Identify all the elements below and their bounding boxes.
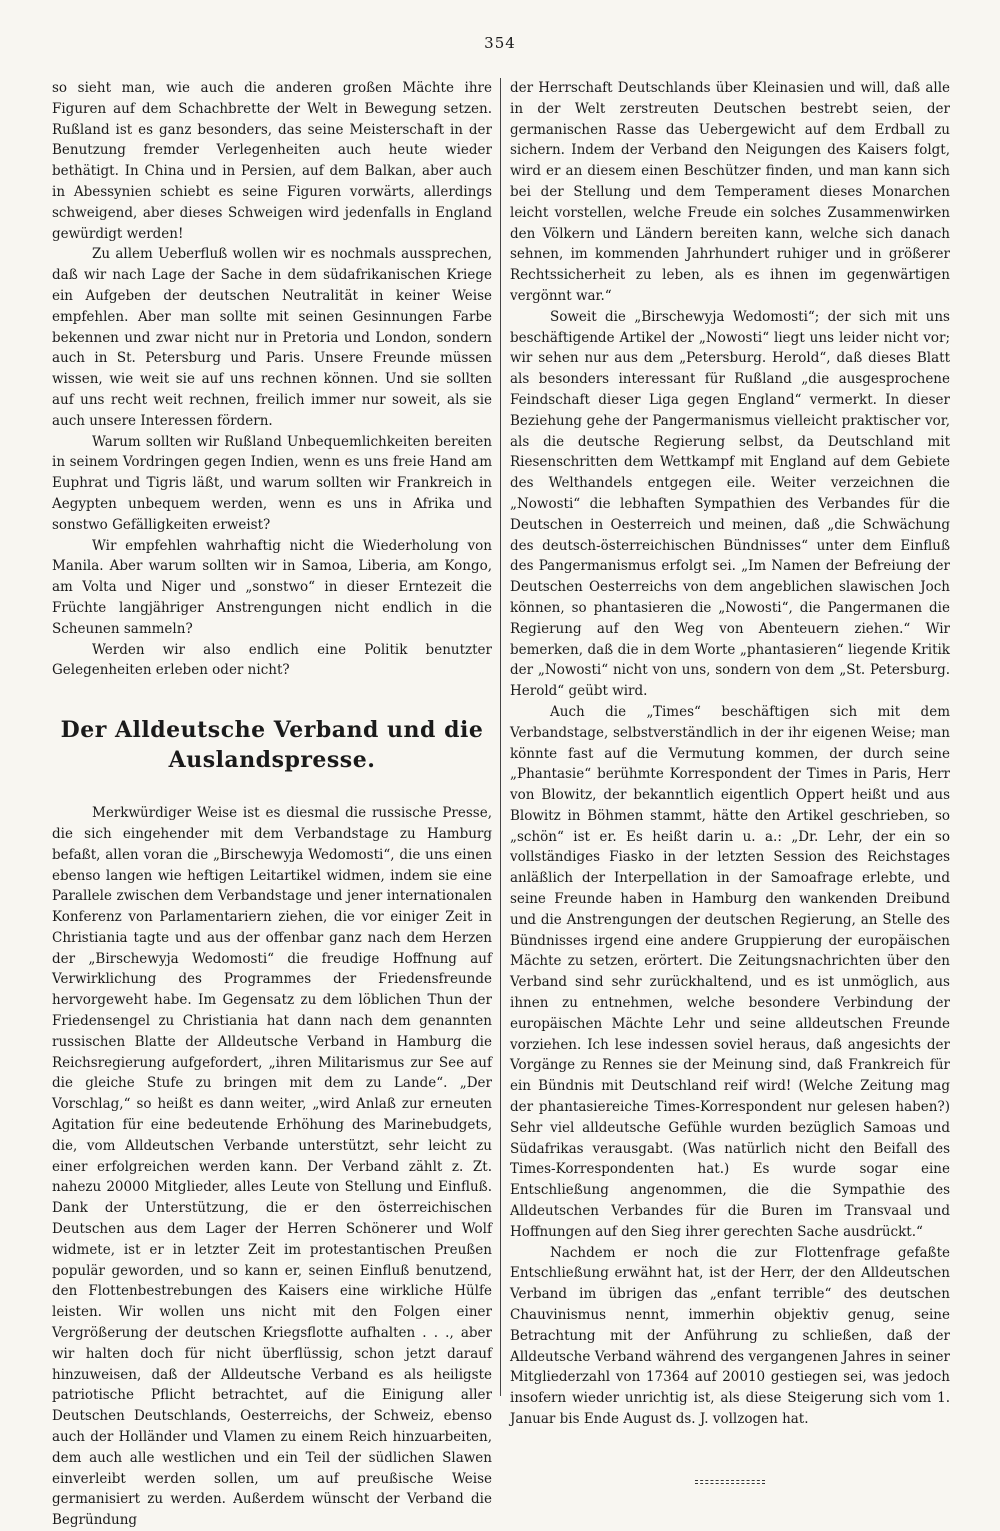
article-paragraph: Merkwürdiger Weise ist es diesmal die russische Presse, die sich eingehender mit dem Verbandstage zu Hamburg befaßt, allen voran die „Birschewyja Wedomosti“, die uns einen ebenso langen wie heftigen Leitartikel widmen, indem sie eine Parallele zwischen dem Verbandstage und jener internationalen Konferenz von Parlamentariern ziehen, die vor einiger Zeit in Christiania tagte und aus der offenbar ganz nach dem Herzen der „Birschewyja Wedomosti“ die freudige Hoffnung auf Verwirklichung des Programmes der Friedensfreunde hervorgeweht habe. Im Gegensatz zu dem löblichen Thun der Friedensengel zu Christiania hat dann nach dem genannten russischen Blatte der Alldeutsche Verband in Hamburg die Reichsregierung aufgefordert, „ihren Militarismus zur See auf die gleiche Stufe zu bringen mit dem zu Lande“. „Der Vorschlag,“ so heißt es dann weiter, „wird Anlaß zur erneuten Agitation für eine bedeutende Erhöhung des Marinebudgets, die, vom Alldeutschen Verbande unterstützt, sehr leicht zu einer erfolgreichen werden kann. Der Verband zählt z. Zt. nahezu 20000 Mitglieder, alles Leute von Stellung und Einfluß. Dank der Unterstützung, die er den österreichischen Deutschen aus dem Lager der Herren Schönerer und Wolf widmete, ist er in letzter Zeit im protestantischen Preußen populär geworden, und so kann er, seinen Einfluß benutzend, den Flottenbestrebungen des Kaisers eine wirkliche Hülfe leisten. Wir wollen uns nicht mit den Folgen einer Vergrößerung der deutschen Kriegsflotte aufhalten . . ., aber wir halten doch für nicht überflüssig, schon jetzt darauf hinzuweisen, daß der Alldeutsche Verband es als heiligste patriotische Pflicht betrachtet, auf die Einigung aller Deutschen Deutschlands, Oesterreichs, der Schweiz, ebenso auch der Holländer und Vlamen zu einem Reich hinzuarbeiten, dem auch alle westlichen und ein Teil der südlichen Slawen einverleibt werden sollen, um auf preußische Weise germanisiert zu werden. Außerdem wünscht der Verband die Begründung bbox=[52, 805, 492, 1529]
paragraph: Nachdem er noch die zur Flottenfrage gefaßte Entschließung erwähnt hat, ist der Herr, der den Alldeutschen Verband im übrigen das „enfant terrible“ des deutschen Chauvinismus nennt, immerhin objektiv genug, seine Betrachtung mit der Anführung zu schließen, daß der Alldeutsche Verband während des vergangenen Jahres in seiner Mitgliederzahl von 17364 auf 20010 gestiegen sei, was jedoch insofern wieder unrichtig ist, als diese Steigerung sich vom 1. Januar bis Ende August ds. J. vollzogen hat. bbox=[510, 1244, 950, 1427]
left-column bbox=[52, 78, 492, 1531]
right-column bbox=[510, 78, 950, 1484]
headline-line: Der Alldeutsche Verband und die bbox=[60, 717, 484, 744]
end-ornament bbox=[695, 1480, 765, 1484]
page-number: 354 bbox=[484, 34, 516, 52]
headline-line: Auslandspresse. bbox=[168, 747, 376, 774]
paragraph: der Herrschaft Deutschlands über Kleinasien und will, daß alle in der Welt zerstreuten Deutschen bestrebt seien, der germanischen Rasse das Uebergewicht auf dem Erdball zu sichern. Indem der Verband den Neigungen des Kaisers folgt, wird er an diesem einen Beschützer finden, und man kann sich bei der Stellung und dem Temperament dieses Monarchen leicht vorstellen, welche Freude ein solches Zusammenwirken den Völkern und Ländern bereiten kann, welche sich danach sehnen, im kommenden Jahrhundert ruhiger und in größerer Rechtssicherheit zu leben, als es ihnen im gegenwärtigen vergönnt war.“ bbox=[510, 80, 950, 304]
paragraph: Soweit die „Birschewyja Wedomosti“; der sich mit uns beschäftigende Artikel der „Nowosti“ liegt uns leider nicht vor; wir sehen nur aus dem „Petersburg. Herold“, daß dieses Blatt als besonders interessant für Rußland „die ausgesprochene Feindschaft dieser Liga gegen England“ vermerkt. In dieser Beziehung gehe der Pangermanismus vielleicht praktischer vor, als die deutsche Regierung selbst, da Deutschland mit Riesenschritten dem Wettkampf mit England auf dem Gebiete des Welthandels entgegen eile. Weiter verzeichnen die „Nowosti“ die lebhaften Sympathien des Verbandes für die Deutschen in Oesterreich und meinen, daß „die Schwächung des deutsch-österreichischen Bündnisses“ unter dem Einfluß des Pangermanismus erfolgt sei. „Im Namen der Befreiung der Deutschen Oesterreichs von dem angeblichen slawischen Joch können, so phantasieren die „Nowosti“, die Pangermanen die Regierung auf den Weg von Abenteuern ziehen.“ Wir bemerken, daß die in dem Worte „phantasieren“ liegende Kritik der „Nowosti“ nicht von uns, sondern von dem „St. Petersburg. Herold“ geübt wird. bbox=[510, 308, 950, 700]
article-headline bbox=[52, 715, 492, 775]
column-divider bbox=[500, 78, 501, 1396]
paragraph: so sieht man, wie auch die anderen großen Mächte ihre Figuren auf dem Schachbrette der Welt in Bewegung setzen. Rußland ist es ganz besonders, das seine Meisterschaft in der Benutzung fremder Verlegenheiten auch heute wieder bethätigt. In China und in Persien, auf dem Balkan, aber auch in Abessynien schiebt es seine Figuren vorwärts, allerdings schweigend, aber dieses Schweigen wird jedenfalls in England gewürdigt werden! bbox=[52, 80, 492, 242]
paragraph: Werden wir also endlich eine Politik benutzter Gelegenheiten erleben oder nicht? bbox=[52, 641, 492, 679]
paragraph: Wir empfehlen wahrhaftig nicht die Wiederholung von Manila. Aber warum sollten wir in Samoa, Liberia, am Kongo, am Volta und Niger und „sonstwo“ in dieser Erntezeit die Früchte langjähriger Anstrengungen nicht endlich in die Scheunen sammeln? bbox=[52, 537, 492, 637]
paragraph: Zu allem Ueberfluß wollen wir es nochmals aussprechen, daß wir nach Lage der Sache in dem südafrikanischen Kriege ein Aufgeben der deutschen Neutralität in keiner Weise empfehlen. Aber man sollte mit seinen Gesinnungen Farbe bekennen und zwar nicht nur in Pretoria und London, sondern auch in St. Petersburg und Paris. Unsere Freunde müssen wissen, wie weit sie auf uns rechnen können. Und sie sollten auf uns recht weit rechnen, freilich immer nur soweit, als sie auch unsere Interessen fördern. bbox=[52, 246, 492, 429]
paragraph: Auch die „Times“ beschäftigen sich mit dem Verbandstage, selbstverständlich in der ihr eigenen Weise; man könnte fast auf die Vermutung kommen, der durch seine „Phantasie“ berühmte Korrespondent der Times in Paris, Herr von Blowitz, der bekanntlich eigentlich Oppert heißt und aus Blowitz in Böhmen stammt, hätte den Artikel geschrieben, so „schön“ ist er. Es heißt darin u. a.: „Dr. Lehr, der ein so vollständiges Fiasko in der letzten Session des Reichstages anläßlich der Interpellation in der Samoafrage erlebte, und seine Freunde haben in Hamburg den wankenden Dreibund und die Anstrengungen der deutschen Regierung, an Stelle des Bündnisses irgend eine andere Gruppierung der europäischen Mächte zu setzen, erörtert. Die Zeitungsnachrichten über den Verband sind sehr zurückhaltend, und es ist unmöglich, aus ihnen zu entnehmen, welche besondere Verbindung der europäischen Mächte Lehr und seine alldeutschen Freunde vorziehen. Ich lese indessen soviel heraus, daß angesichts der Vorgänge zu Rennes sie der Meinung sind, daß Frankreich für ein Bündnis mit Deutschland reif wird! (Welche Zeitung mag der phantasiereiche Times-Korrespondent nur gelesen haben?) Sehr viel alldeutsche Gefühle wurden bezüglich Samoas und Südafrikas verausgabt. (Was natürlich nicht den Beifall des Times-Korrespondenten hat.) Es wurde sogar eine Entschließung angenommen, die die Sympathie des Alldeutschen Verbandes für die Buren im Transvaal und Hoffnungen auf den Sieg ihrer gerechten Sache ausdrückt.“ bbox=[510, 703, 950, 1240]
paragraph: Warum sollten wir Rußland Unbequemlichkeiten bereiten in seinem Vordringen gegen Indien, wenn es uns freie Hand am Euphrat und Tigris läßt, und warum sollten wir Frankreich in Aegypten unbequem werden, wenn es uns in Afrika und sonstwo Gefälligkeiten erweist? bbox=[52, 433, 492, 533]
